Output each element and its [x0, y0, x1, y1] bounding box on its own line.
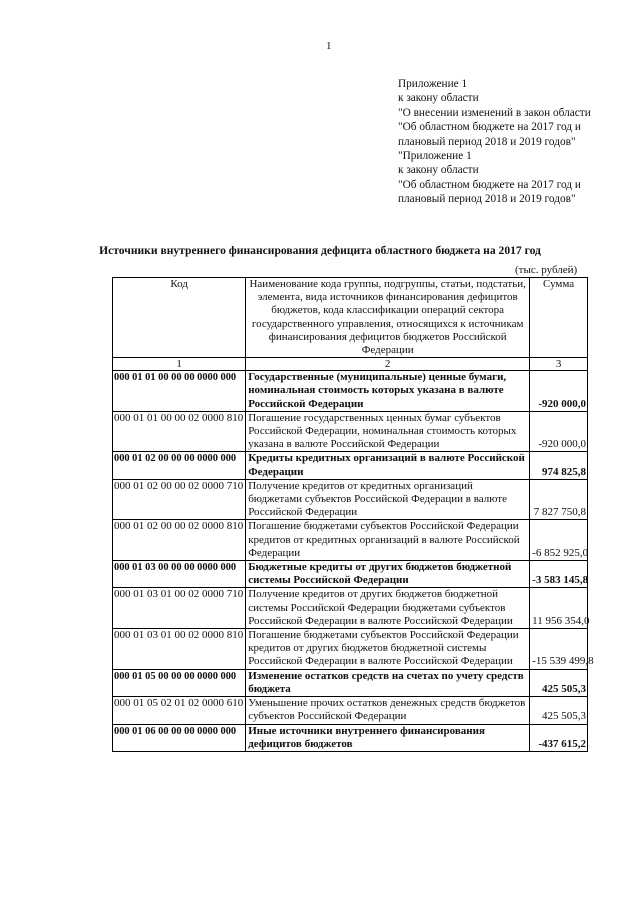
row-sum: 974 825,8 [530, 452, 588, 479]
header-sum: Сумма [530, 278, 588, 358]
row-code: 000 01 05 02 01 02 0000 610 [113, 697, 246, 724]
appendix-line: к закону области [398, 92, 479, 105]
appendix-header [398, 77, 591, 207]
header-row [113, 278, 588, 358]
row-code: 000 01 01 00 00 00 0000 000 [113, 371, 246, 412]
row-sum: -6 852 925,0 [530, 520, 588, 561]
row-sum: -920 000,0 [530, 371, 588, 412]
units-label: (тыс. рублей) [515, 264, 578, 276]
row-name: Погашение бюджетами субъектов Российской Федерации кредитов от других бюджетов бюджетной системы Российской Федерации в валюте Российской Федерации [246, 629, 530, 670]
row-name: Государственные (муниципальные) ценные бумаги, номинальная стоимость которых указана в валюте Российской Федерации [246, 371, 530, 412]
row-name: Изменение остатков средств на счетах по учету средств бюджета [246, 669, 530, 696]
row-sum: -437 615,2 [530, 724, 588, 751]
row-name: Кредиты кредитных организаций в валюте Российской Федерации [246, 452, 530, 479]
appendix-line: "О внесении изменений в закон области [398, 106, 591, 119]
table-row [113, 629, 588, 670]
page-number: 1 [326, 40, 332, 52]
row-sum: -3 583 145,8 [530, 561, 588, 588]
row-code: 000 01 03 00 00 00 0000 000 [113, 561, 246, 588]
row-name: Погашение бюджетами субъектов Российской Федерации кредитов от кредитных организаций в валюте Российской Федерации [246, 520, 530, 561]
row-code: 000 01 02 00 00 02 0000 710 [113, 479, 246, 520]
table-row [113, 697, 588, 724]
header-code: Код [113, 278, 246, 358]
row-sum: 425 505,3 [530, 697, 588, 724]
table-row [113, 588, 588, 629]
row-sum: 7 827 750,8 [530, 479, 588, 520]
appendix-line: "Об областном бюджете на 2017 год и [398, 178, 581, 191]
appendix-line: "Приложение 1 [398, 150, 472, 163]
table-row [113, 411, 588, 452]
table-title: Источники внутреннего финансирования дефицита областного бюджета на 2017 год [99, 244, 541, 257]
row-sum: -920 000,0 [530, 411, 588, 452]
row-name: Получение кредитов от других бюджетов бюджетной системы Российской Федерации бюджетами субъектов Российской Федерации в валюте Российской Федерации [246, 588, 530, 629]
table-row [113, 724, 588, 751]
appendix-line: к закону области [398, 164, 479, 177]
row-name: Погашение государственных ценных бумаг субъектов Российской Федерации, номинальная стоимость которых указана в валюте Российской Федерации [246, 411, 530, 452]
table-row [113, 520, 588, 561]
appendix-line: "Об областном бюджете на 2017 год и [398, 121, 581, 134]
column-number-row [113, 358, 588, 371]
header-name: Наименование кода группы, подгруппы, статьи, подстатьи, элемента, вида источников финансирования дефицитов бюджетов, кода классификации операций сектора государственного управления, относящихся к источникам финансирования дефицитов бюджетов Российской Федерации [246, 278, 530, 358]
column-number: 2 [246, 358, 530, 371]
row-code: 000 01 03 01 00 02 0000 810 [113, 629, 246, 670]
table-row [113, 371, 588, 412]
column-number: 1 [113, 358, 246, 371]
table-row [113, 479, 588, 520]
row-code: 000 01 02 00 00 02 0000 810 [113, 520, 246, 561]
table-row [113, 452, 588, 479]
row-name: Бюджетные кредиты от других бюджетов бюджетной системы Российской Федерации [246, 561, 530, 588]
row-code: 000 01 03 01 00 02 0000 710 [113, 588, 246, 629]
row-name: Иные источники внутреннего финансирования дефицитов бюджетов [246, 724, 530, 751]
column-number: 3 [530, 358, 588, 371]
appendix-line: плановый период 2018 и 2019 годов" [398, 193, 576, 206]
row-sum: -15 539 499,8 [530, 629, 588, 670]
row-code: 000 01 02 00 00 00 0000 000 [113, 452, 246, 479]
table-row [113, 669, 588, 696]
row-sum: 11 956 354,0 [530, 588, 588, 629]
row-code: 000 01 05 00 00 00 0000 000 [113, 669, 246, 696]
sources-table [112, 277, 594, 752]
row-sum: 425 505,3 [530, 669, 588, 696]
row-code: 000 01 01 00 00 02 0000 810 [113, 411, 246, 452]
appendix-line: Приложение 1 [398, 78, 468, 90]
row-name: Уменьшение прочих остатков денежных средств бюджетов субъектов Российской Федерации [246, 697, 530, 724]
table-row [113, 561, 588, 588]
row-name: Получение кредитов от кредитных организаций бюджетами субъектов Российской Федерации в валюте Российской Федерации [246, 479, 530, 520]
row-code: 000 01 06 00 00 00 0000 000 [113, 724, 246, 751]
appendix-line: плановый период 2018 и 2019 годов" [398, 135, 576, 148]
